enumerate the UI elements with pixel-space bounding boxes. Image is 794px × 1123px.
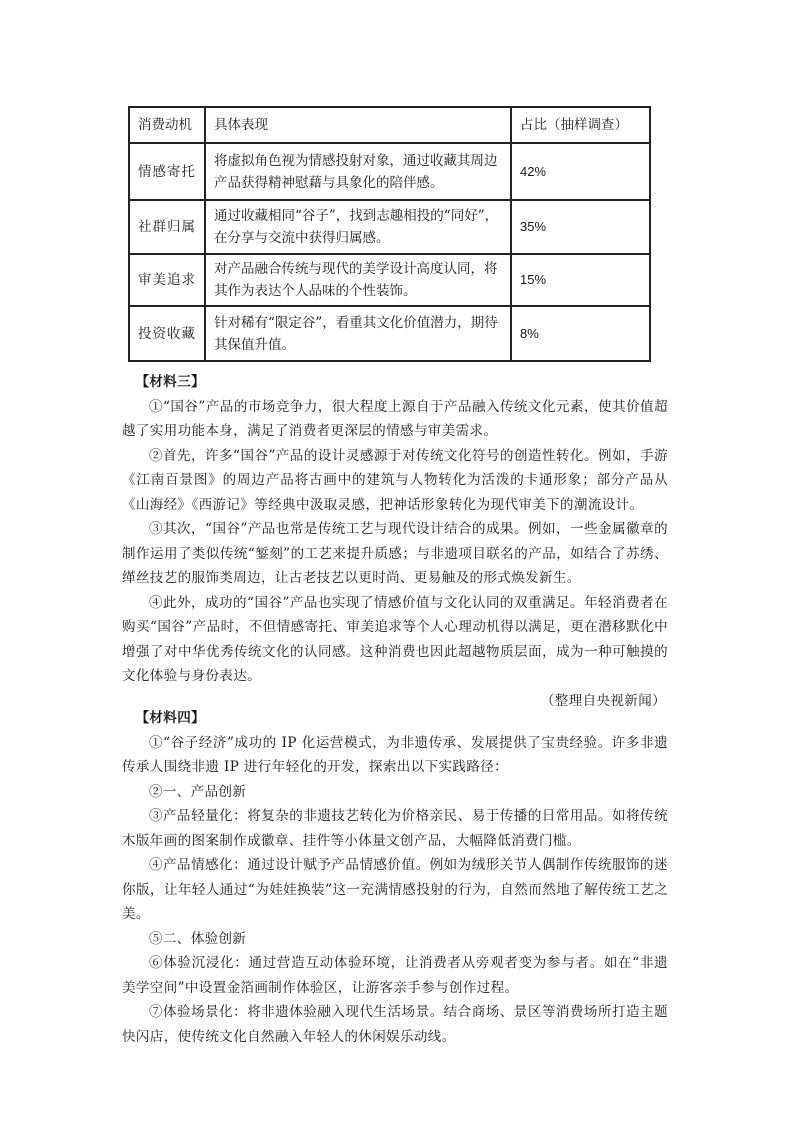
percentage-cell: 42% <box>511 143 650 200</box>
paragraph: ①“国谷”产品的市场竞争力，很大程度上源自于产品融入传统文化元素，使其价值超越了实用功能本身，满足了消费者更深层的情感与审美需求。 <box>122 398 668 439</box>
table-row <box>129 254 650 306</box>
percentage-cell: 15% <box>511 254 650 306</box>
paragraph: ⑦体验场景化：将非遗体验融入现代生活场景。结合商场、景区等消费场所打造主题快闪店，使传统文化自然融入年轻人的休闲娱乐动线。 <box>122 1004 668 1045</box>
paragraph: ③产品轻量化：将复杂的非遗技艺转化为价格亲民、易于传播的日常用品。如将传统木版年画的图案制作成徽章、挂件等小体量文创产品，大幅降低消费门槛。 <box>122 808 668 849</box>
header-percentage: 占比（抽样调查） <box>511 107 650 143</box>
description-cell: 将虚拟角色视为情感投射对象，通过收藏其周边产品获得精神慰藉与具象化的陪伴感。 <box>205 143 511 200</box>
table-row <box>129 200 650 254</box>
paragraph: ②一、产品创新 <box>149 783 247 800</box>
percentage-cell: 8% <box>511 306 650 361</box>
section-heading: 【材料三】 <box>135 374 205 390</box>
motive-cell: 情感寄托 <box>129 143 205 200</box>
paragraph: ⑤二、体验创新 <box>149 930 247 947</box>
motive-cell: 社群归属 <box>129 200 205 254</box>
header-motive: 消费动机 <box>129 107 205 143</box>
table-header-row <box>129 107 650 143</box>
consumption-motive-table <box>128 106 651 362</box>
table-row <box>129 306 650 361</box>
paragraph: ③其次，“国谷”产品也常是传统工艺与现代设计结合的成果。例如，一些金属徽章的制作运用了类似传统“錾刻”的工艺来提升质感；与非遗项目联名的产品，如结合了苏绣、缂丝技艺的服饰类周边，让古老技艺以更时尚、更易触及的形式焕发新生。 <box>122 521 668 586</box>
paragraph: ①“谷子经济”成功的 IP 化运营模式，为非遗传承、发展提供了宝贵经验。许多非遗传承人围绕非遗 IP 进行年轻化的开发，探索出以下实践路径： <box>122 734 668 775</box>
material-three <box>122 370 668 713</box>
header-description: 具体表现 <box>205 107 511 143</box>
percentage-cell: 35% <box>511 200 650 254</box>
table-row <box>129 143 650 200</box>
description-cell: 对产品融合传统与现代的美学设计高度认同，将其作为表达个人品味的个性装饰。 <box>205 254 511 306</box>
motive-cell: 审美追求 <box>129 254 205 306</box>
section-heading: 【材料四】 <box>135 710 205 726</box>
motive-cell: 投资收藏 <box>129 306 205 361</box>
paragraph: ④此外，成功的“国谷”产品也实现了情感价值与文化认同的双重满足。年轻消费者在购买“国谷”产品时，不但情感寄托、审美追求等个人心理动机得以满足，更在潜移默化中增强了对中华优秀传统文化的认同感。这种消费也因此超越物质层面，成为一种可触摸的文化体验与身份表达。 <box>122 594 668 684</box>
paragraph: ④产品情感化：通过设计赋予产品情感价值。例如为绒形关节人偶制作传统服饰的迷你版，让年轻人通过“为娃娃换装”这一充满情感投射的行为，自然而然地了解传统工艺之美。 <box>122 857 668 922</box>
source-note: （整理自央视新闻） <box>540 692 666 709</box>
material-four <box>122 706 668 1049</box>
paragraph: ②首先，许多“国谷”产品的设计灵感源于对传统文化符号的创造性转化。例如，手游《江南百景图》的周边产品将古画中的建筑与人物转化为活泼的卡通形象；部分产品从《山海经》《西游记》等经典中汲取灵感，把神话形象转化为现代审美下的潮流设计。 <box>122 447 668 513</box>
paragraph: ⑥体验沉浸化：通过营造互动体验环境，让消费者从旁观者变为参与者。如在“非遗美学空间”中设置金箔画制作体验区，让游客亲手参与创作过程。 <box>122 955 668 996</box>
description-cell: 针对稀有“限定谷”，看重其文化价值潜力，期待其保值升值。 <box>205 306 511 361</box>
description-cell: 通过收藏相同“谷子”，找到志趣相投的“同好”，在分享与交流中获得归属感。 <box>205 200 511 254</box>
